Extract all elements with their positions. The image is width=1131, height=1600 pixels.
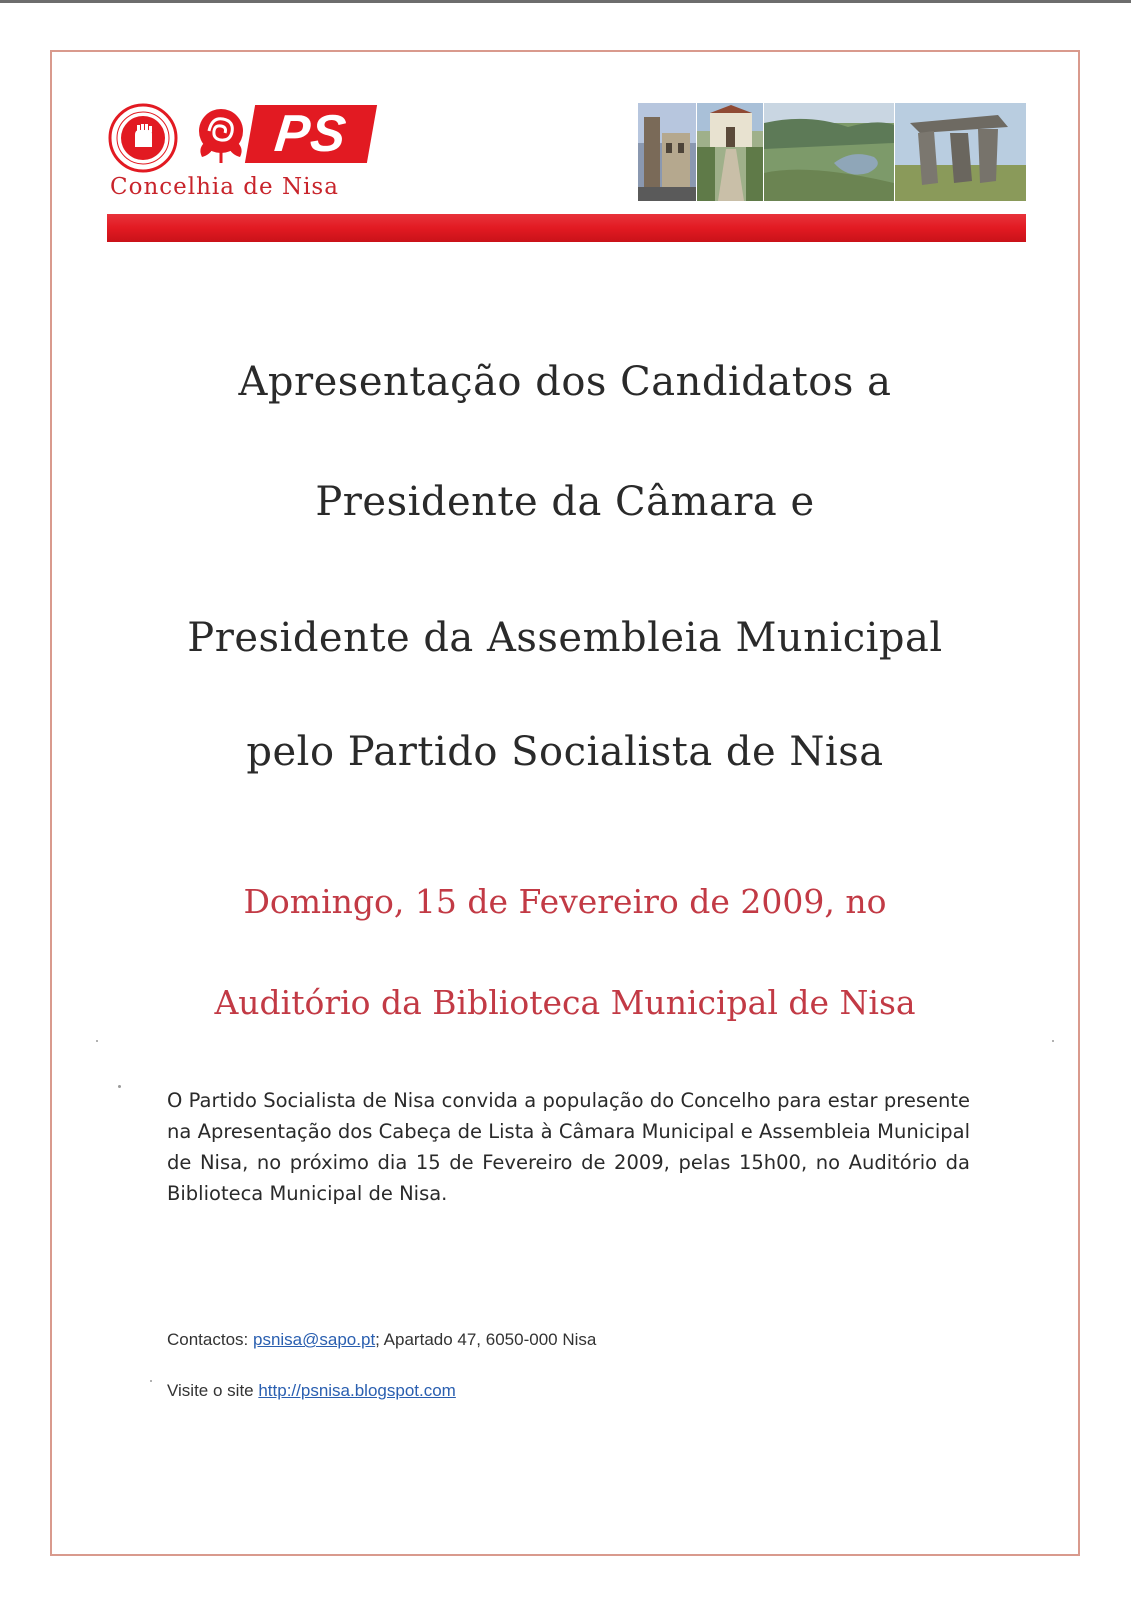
contacts-line: [167, 1327, 867, 1353]
scan-speck: [96, 1040, 98, 1042]
concelhia-subtitle: Concelhia de Nisa: [110, 174, 339, 200]
dolmen-photo: [895, 103, 1026, 201]
website-line: [167, 1378, 867, 1404]
website-link[interactable]: http://psnisa.blogspot.com: [258, 1381, 456, 1400]
party-seal-logo: [108, 103, 178, 173]
ps-logo: [245, 105, 377, 163]
contact-email-link[interactable]: psnisa@sapo.pt: [253, 1330, 376, 1349]
town-street-photo: [638, 103, 696, 201]
event-date: Domingo, 15 de Fevereiro de 2009, no: [243, 882, 887, 921]
title-line-2: Presidente da Câmara e: [315, 479, 815, 525]
title-line-4: pelo Partido Socialista de Nisa: [246, 729, 884, 775]
river-valley-photo: [764, 103, 894, 201]
contacts-label: Contactos:: [167, 1330, 253, 1349]
chapel-stairs-photo: [697, 103, 763, 201]
title-line-3: Presidente da Assembleia Municipal: [187, 615, 943, 661]
event-venue: Auditório da Biblioteca Municipal de Nisa: [214, 983, 916, 1022]
scan-speck: [118, 1085, 121, 1088]
scan-edge-line: [0, 0, 1131, 3]
contact-address: ; Apartado 47, 6050-000 Nisa: [375, 1330, 597, 1349]
website-label: Visite o site: [167, 1381, 259, 1400]
header-photo-strip: [638, 103, 1026, 201]
scan-speck: [150, 1380, 152, 1382]
scan-speck: [1052, 1040, 1054, 1042]
ps-logo-text: PS: [272, 105, 350, 163]
header-red-bar: [107, 214, 1026, 242]
invitation-paragraph: O Partido Socialista de Nisa convida a população do Concelho para estar presente na Apresentação dos Cabeça de Lista à Câmara Municipal e Assembleia Municipal de Nisa, no próximo dia 15 de Fevereiro de 2009, pelas 15h00, no Auditório da Biblioteca Municipal de Nisa.: [167, 1089, 970, 1205]
title-line-1: Apresentação dos Candidatos a: [238, 359, 892, 405]
rose-logo: [190, 103, 252, 165]
